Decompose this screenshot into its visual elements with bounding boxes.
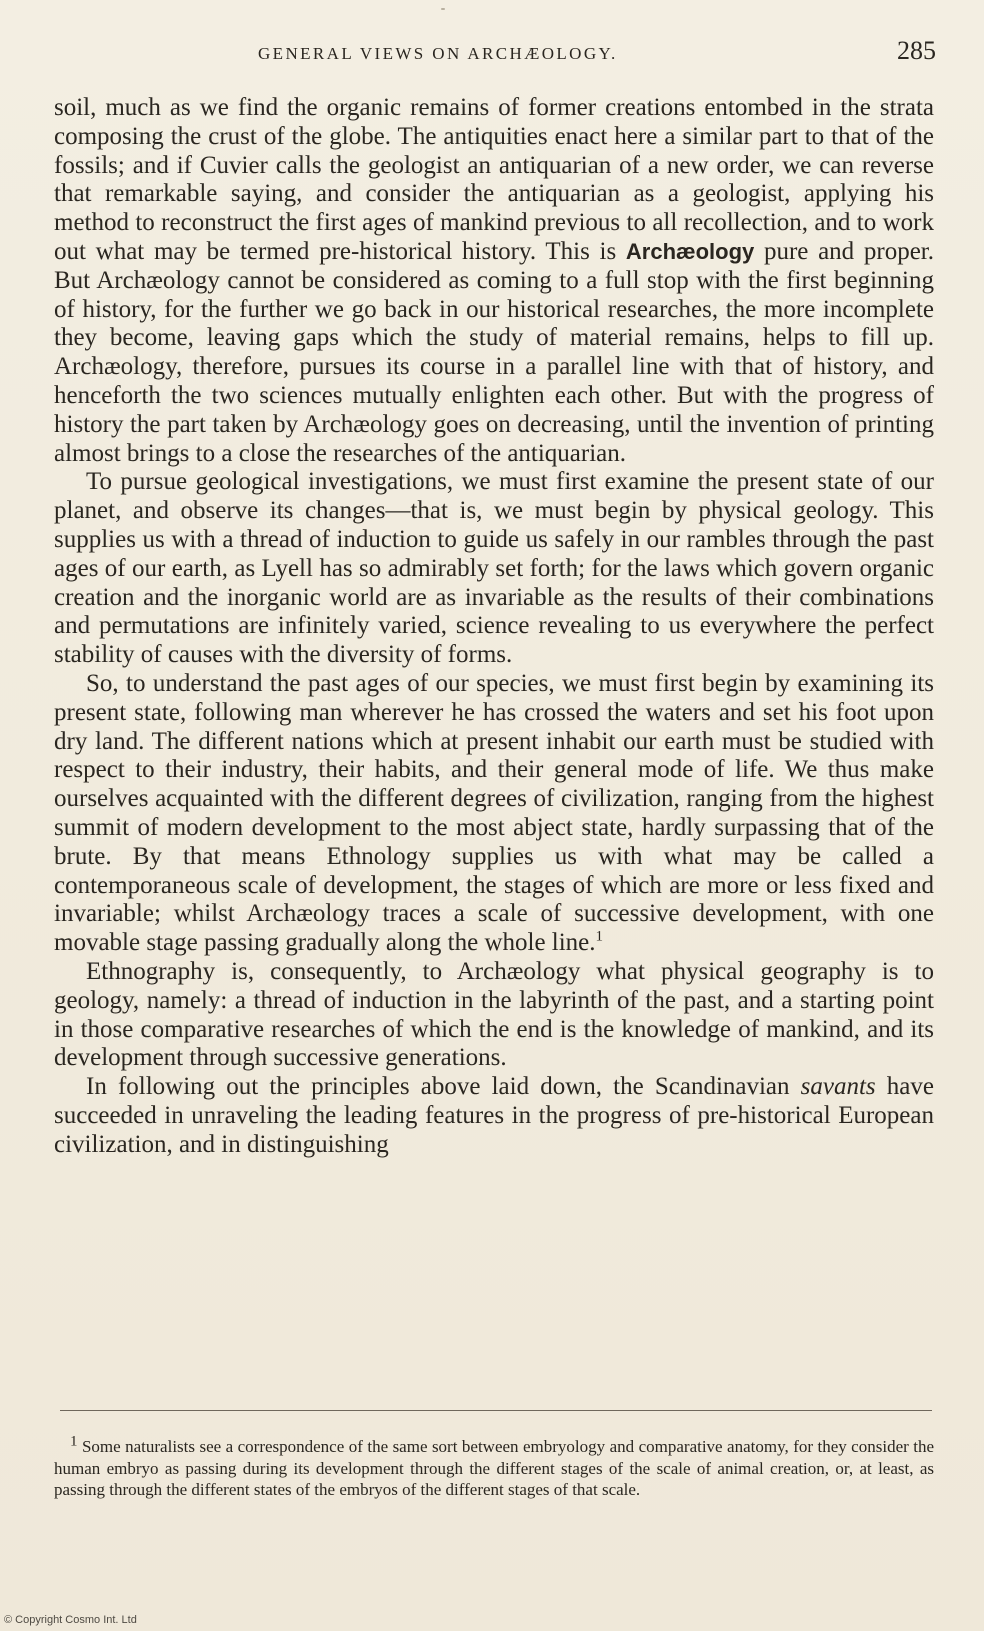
footnote	[54, 1433, 934, 1501]
copyright-watermark: © Copyright Cosmo Int. Ltd	[4, 1614, 137, 1626]
paragraph-text: So, to understand the past ages of our species, we must first begin by examining its present state, following man wherever he has crossed the waters and set his foot upon dry land. The different nations which at present inhabit our earth must be studied with respect to their industry, their habits, and their general mode of life. We thus make ourselves acquainted with the different degrees of civilization, ranging from the highest summit of modern development to the most abject state, hardly surpassing that of the brute. By that means Ethnology supplies us with what may be called a contemporaneous scale of development, the stages of which are more or less fixed and invariable; whilst Archæology traces a scale of successive development, with one movable stage passing gradually along the whole line.	[54, 669, 934, 957]
paragraph-text: soil, much as we find the organic remains of former creations entombed in the strata composing the crust of the globe. The antiquities enact here a similar part to that of the fossils; and if Cuvier calls the geologist an antiquarian of a new order, we can reverse that remarkable saying, and consider the antiquarian as a geologist, applying his method to reconstruct the first ages of mankind previous to all recollection, and to work out what may be termed pre-historical history. This is	[54, 94, 934, 265]
paragraph-5	[54, 1073, 934, 1159]
paragraph-4	[54, 958, 934, 1073]
italic-term-savants: savants	[800, 1073, 876, 1101]
paragraph-1	[54, 94, 934, 468]
paragraph-3	[54, 670, 934, 958]
running-title: GENERAL VIEWS ON ARCHÆOLOGY.	[258, 44, 618, 63]
paragraph-text: Ethnography is, consequently, to Archæology what physical geography is to geology, namely: a thread of induction in the labyrinth of the past, and a starting point in those comparative researches of which the end is the knowledge of mankind, and its development through successive generations.	[54, 957, 934, 1072]
footnote-marker: 1	[70, 1433, 78, 1450]
paragraph-text: pure and proper. But Archæology cannot be considered as coming to a full stop with the first beginning of history, for the further we go back in our historical researches, the more incomplete they become, leaving gaps which the study of material remains, helps to fill up. Archæology, therefore, pursues its course in a parallel line with that of history, and henceforth the two sciences mutually enlighten each other. But with the progress of history the part taken by Archæology goes on decreasing, until the invention of printing almost brings to a close the researches of the antiquarian.	[54, 237, 934, 467]
footnote-text: Some naturalists see a correspondence of the same sort between embryology and comparative anatomy, for they consider the human embryo as passing during its development through the different stages of the scale of animal creation, or, at least, as passing through the different states of the embryos of the different stages of that scale.	[54, 1437, 934, 1499]
paragraph-2	[54, 468, 934, 670]
emphasized-term-archaeology: Archæology	[625, 238, 755, 264]
paragraph-text: have succeeded in unraveling the leading features in the progress of pre-historical European civilization, and in distinguishing	[54, 1073, 934, 1158]
footnote-reference: 1	[595, 928, 604, 945]
paper-speck	[441, 8, 445, 10]
paragraph-text: In following out the principles above laid down, the Scandinavian	[86, 1073, 801, 1101]
paragraph-text: To pursue geological investigations, we must first examine the present state of our planet, and observe its changes—that is, we must begin by physical geology. This supplies us with a thread of induction to guide us safely in our rambles through the past ages of our earth, as Lyell has so admirably set forth; for the laws which govern organic creation and the inorganic world are as invariable as the results of their combinations and permutations are infinitely varied, science revealing to us everywhere the perfect stability of causes with the diversity of forms.	[54, 468, 934, 669]
body-text	[54, 94, 934, 1159]
footnote-divider	[60, 1410, 932, 1411]
page-number: 285	[897, 36, 936, 65]
